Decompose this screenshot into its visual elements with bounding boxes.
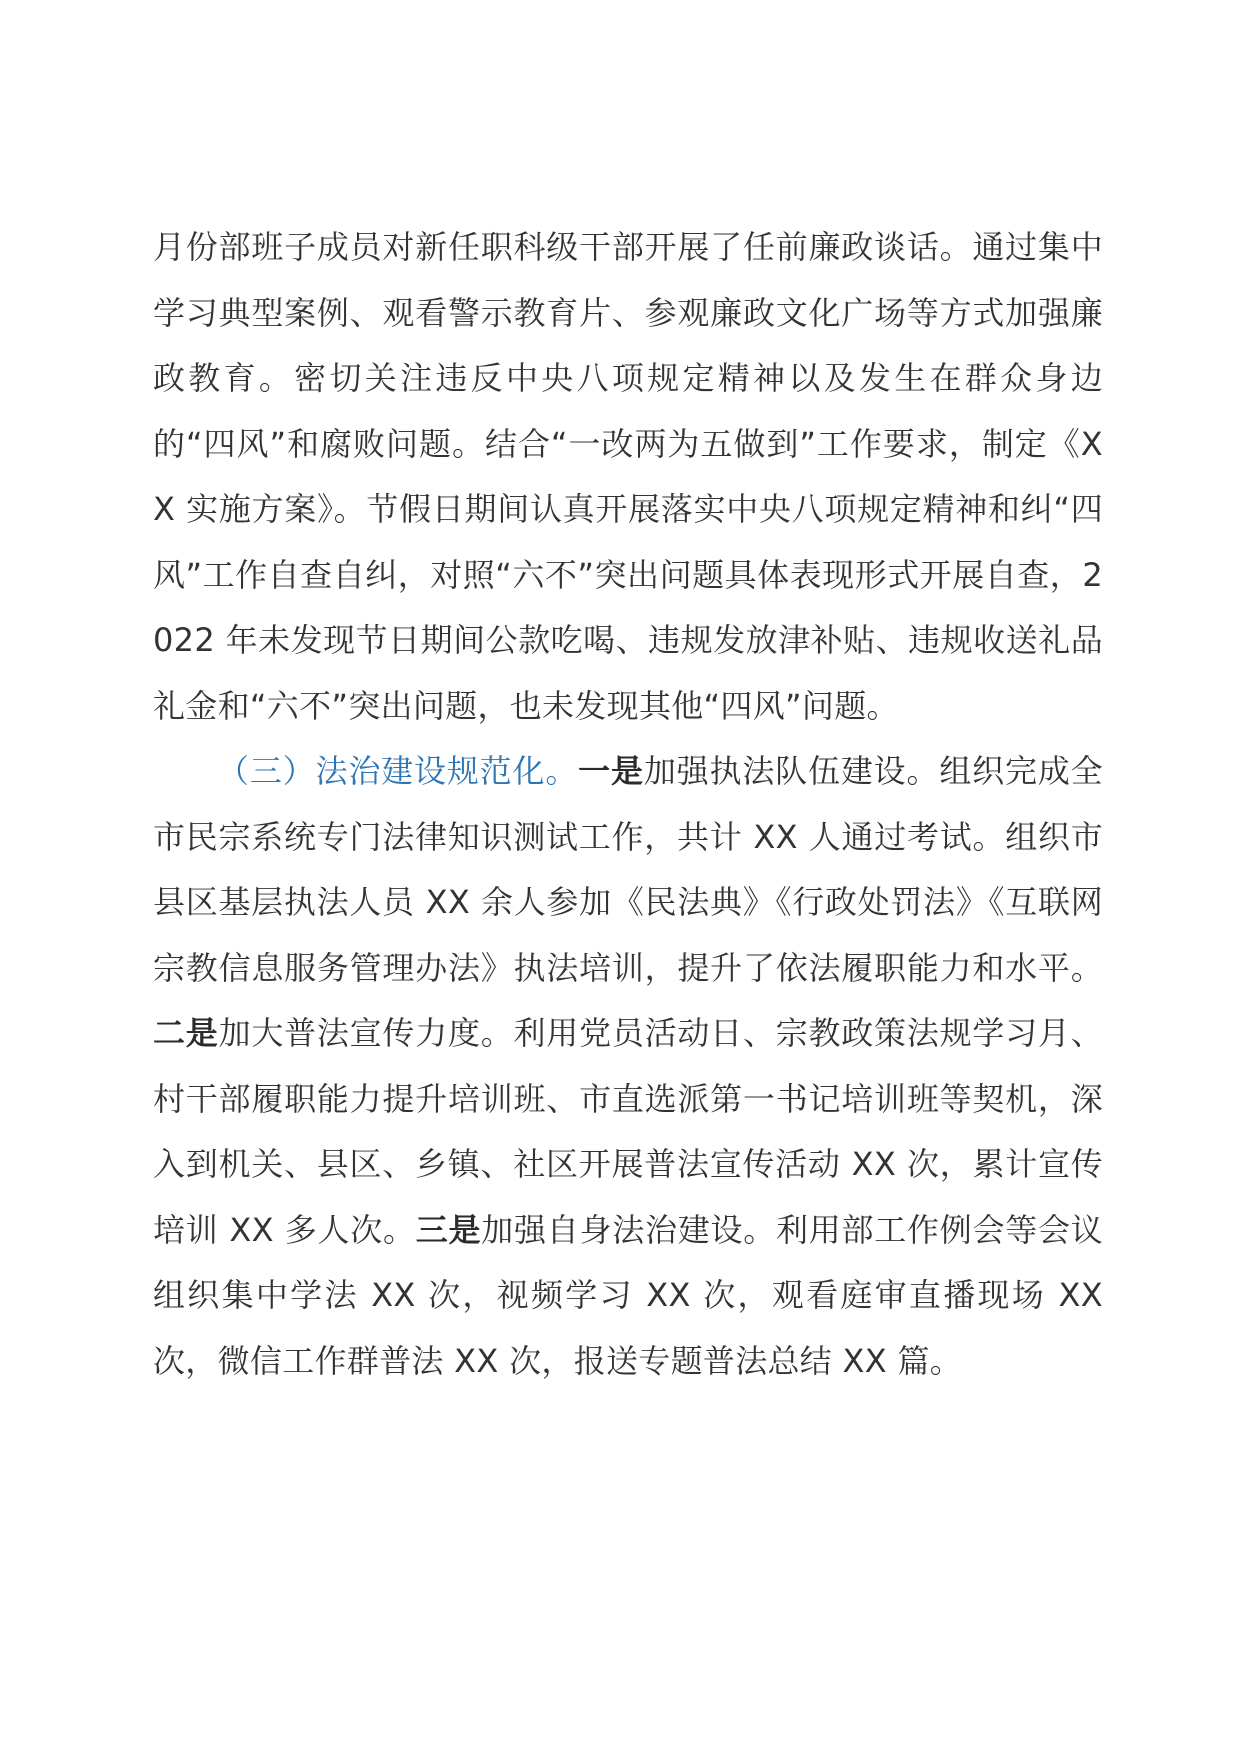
paragraph-discipline: 月份部班子成员对新任职科级干部开展了任前廉政谈话。通过集中学习典型案例、观看警示教育片、参观廉政文化广场等方式加强廉政教育。密切关注违反中央八项规定精神以及发生在群众身边的“四风”和腐败问题。结合“一改两为五做到”工作要求，制定《XX 实施方案》。节假日期间认真开展落实中央八项规定精神和纠“四风”工作自查自纠，对照“六不”突出问题具体表现形式开展自查，2022 年未发现节日期间公款吃喝、违规发放津补贴、违规收送礼品礼金和“六不”突出问题，也未发现其他“四风”问题。 — [153, 228, 1103, 725]
item-marker-second: 二是 — [153, 1014, 219, 1052]
section-heading: （三）法治建设规范化。 — [217, 752, 579, 790]
document-body — [153, 215, 1103, 1394]
item-marker-first: 一是 — [578, 752, 644, 790]
item-text-second: 加大普法宣传力度。利用党员活动日、宗教政策法规学习月、村干部履职能力提升培训班、市直选派第一书记培训班等契机，深入到机关、县区、乡镇、社区开展普法宣传活动 XX 次，累计宣传培训 XX 多人次。 — [153, 1014, 1103, 1249]
item-marker-third: 三是 — [415, 1210, 482, 1249]
item-text-third: 加强自身法治建设。利用部工作例会等会议组织集中学法 XX 次，视频学习 XX 次，观看庭审直播现场 XX 次，微信工作群普法 XX 次，报送专题普法总结 XX 篇。 — [153, 1210, 1103, 1380]
paragraph-rule-of-law — [153, 739, 1103, 1394]
item-text-first: 加强执法队伍建设。组织完成全市民宗系统专门法律知识测试工作，共计 XX 人通过考试。组织市县区基层执法人员 XX 余人参加《民法典》《行政处罚法》《互联网宗教信息服务管理办法》执法培训，提升了依法履职能力和水平。 — [153, 752, 1103, 987]
